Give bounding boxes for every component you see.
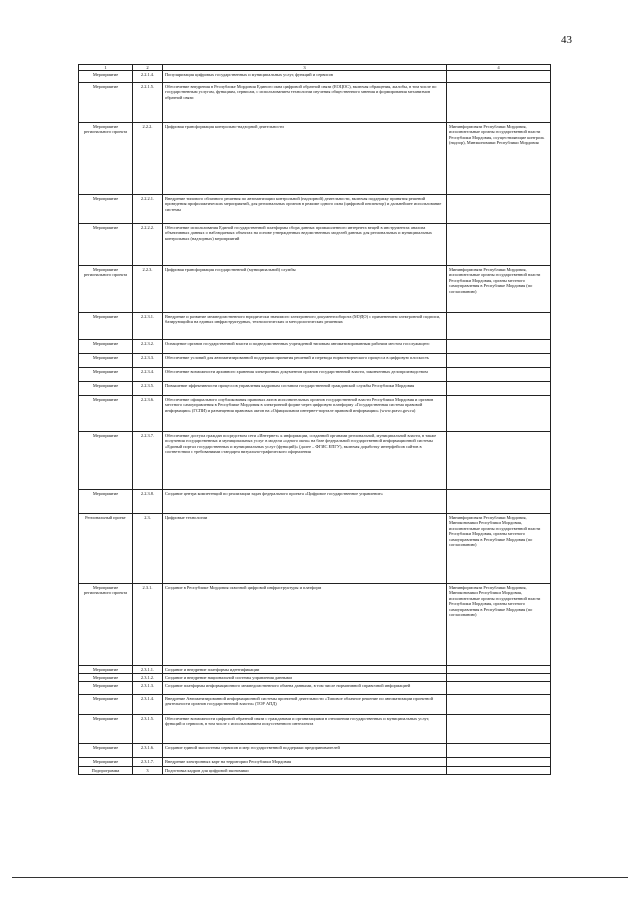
table-row <box>79 767 551 775</box>
table-row <box>79 715 551 744</box>
row-type-cell: Региональный проект <box>79 514 133 584</box>
row-responsible-cell <box>447 224 551 266</box>
row-description-cell: Цифровая трансформация контрольно-надзорной деятельности <box>163 123 447 195</box>
table-row <box>79 514 551 584</box>
row-description-cell: Внедрение типового облачного решения по автоматизации контрольной (надзорной) деятельности, включая поддержку принятия решений проведения профилактических мероприятий, для региональных органов в режиме одного окна (цифровой инспектор) и дальнейшее использование системы <box>163 195 447 224</box>
table-row <box>79 584 551 666</box>
row-responsible-cell <box>447 490 551 514</box>
row-description-cell: Подготовка кадров для цифровой экономики <box>163 767 447 775</box>
row-description-cell: Создание и внедрение платформы идентификации <box>163 666 447 674</box>
row-number-cell: 2.3. <box>133 514 163 584</box>
table-row <box>79 695 551 715</box>
row-responsible-cell <box>447 666 551 674</box>
table-row <box>79 313 551 340</box>
row-responsible-cell <box>447 340 551 354</box>
row-type-cell: Мероприятие <box>79 354 133 368</box>
row-description-cell: Внедрение Автоматизированной информационной системы проектной деятельности «Типовое облачное решение по автоматизации проектной деятельности органов государственной власти» (ТОР АПД) <box>163 695 447 715</box>
row-type-cell: Мероприятие <box>79 340 133 354</box>
row-description-cell: Популяризация цифровых государственных и муниципальных услуг, функций и сервисов <box>163 71 447 83</box>
row-responsible-cell <box>447 674 551 682</box>
row-type-cell: Мероприятие <box>79 695 133 715</box>
row-responsible-cell <box>447 432 551 490</box>
row-description-cell: Создание и внедрение национальной системы управления данными <box>163 674 447 682</box>
table-row <box>79 123 551 195</box>
row-description-cell: Внедрение и развитие межведомственного юридически значимого электронного документооборота (МЭДО) с применением электронной подписи, базирующийся на единых инфраструктурных, технологических и методологических решениях <box>163 313 447 340</box>
row-number-cell: 2.3.1.1. <box>133 666 163 674</box>
row-number-cell: 2.2.3.2. <box>133 340 163 354</box>
row-responsible-cell <box>447 744 551 758</box>
row-responsible-cell <box>447 758 551 767</box>
table-row <box>79 432 551 490</box>
row-description-cell: Внедрение электронных карт на территории Республики Мордовия <box>163 758 447 767</box>
row-responsible-cell <box>447 767 551 775</box>
row-number-cell: 2.2.2.2. <box>133 224 163 266</box>
row-number-cell: 2.3.1.3. <box>133 682 163 695</box>
row-number-cell: 2.2.1.5. <box>133 83 163 123</box>
row-responsible-cell: Мининформсвязи Республики Мордовия, исполнительные органы государственной власти Республики Мордовия, осуществляющие контроль (надзор), Минэкономики Республики Мордовия <box>447 123 551 195</box>
row-number-cell: 2.3.1.2. <box>133 674 163 682</box>
row-responsible-cell <box>447 396 551 432</box>
row-description-cell: Создание платформы информационного межведомственного обмена данными, в том числе нормативной справочной информацией <box>163 682 447 695</box>
row-description-cell: Оснащение органов государственной власти и подведомственных учреждений типовым автоматизированным рабочим местом госслужащего <box>163 340 447 354</box>
row-description-cell: Создание в Республике Мордовия сквозной цифровой инфраструктуры и платформ <box>163 584 447 666</box>
table-row <box>79 382 551 396</box>
bottom-divider <box>12 877 628 878</box>
row-description-cell: Обеспечение доступа граждан посредством сети «Интернет» к информации, созданной органами региональной, муниципальной власти, в также получения государственных и муниципальных услуг в модели «одного окна» на базе федеральной государственной информационной системы «Единый портал государственных и муниципальных услуг (функций)» (далее – ФГИС ЕПГУ), включая доработку интерфейсов сайтов в соответствии с требованиями стандарта визуально-графического оформления <box>163 432 447 490</box>
row-type-cell: Мероприятие <box>79 744 133 758</box>
row-number-cell: 3 <box>133 767 163 775</box>
table-row <box>79 195 551 224</box>
row-description-cell: Обеспечение внедрения в Республике Мордовия Единого окна цифровой обратной связи (ЕОЦОС), включая обращения, жалобы, в том числе по государственным услугам, функциям, сервисам, с использованием технологии изучения общественного мнения и формирования механизмов обратной связи <box>163 83 447 123</box>
row-number-cell: 2.3.1.7. <box>133 758 163 767</box>
table-row <box>79 71 551 83</box>
header-col-4: 4 <box>447 65 551 71</box>
row-description-cell: Обеспечение возможности цифровой обратной связи с гражданами и организациями в отношении государственных и муниципальных услуг, функций и сервисов, в том числе с использованием искусственного интеллекта <box>163 715 447 744</box>
row-number-cell: 2.3.1. <box>133 584 163 666</box>
row-type-cell: Мероприятие <box>79 715 133 744</box>
row-type-cell: Мероприятие <box>79 396 133 432</box>
table-row <box>79 682 551 695</box>
row-type-cell: Мероприятие <box>79 83 133 123</box>
row-number-cell: 2.2.3.7. <box>133 432 163 490</box>
table-row <box>79 396 551 432</box>
row-type-cell: Мероприятие <box>79 368 133 382</box>
row-type-cell: Мероприятие регионального проекта <box>79 123 133 195</box>
row-type-cell: Мероприятие <box>79 382 133 396</box>
row-type-cell: Мероприятие регионального проекта <box>79 266 133 313</box>
row-type-cell: Мероприятие <box>79 674 133 682</box>
row-number-cell: 2.2.2. <box>133 123 163 195</box>
row-responsible-cell <box>447 695 551 715</box>
header-col-2: 2 <box>133 65 163 71</box>
row-responsible-cell <box>447 313 551 340</box>
row-responsible-cell <box>447 382 551 396</box>
row-description-cell: Обеспечение официального опубликования правовых актов исполнительных органов государственной власти Республики Мордовия и органов местного самоуправления в Республике Мордовия в электронной форме через цифровую платформу «Государственная система правовой информации» (ГСПИ) и размещения правовых актов на «Официальном интернет-портале правовой информации» (www.pravo.gov.ru) <box>163 396 447 432</box>
row-number-cell: 2.2.3.3. <box>133 354 163 368</box>
row-type-cell: Мероприятие <box>79 758 133 767</box>
table-row <box>79 354 551 368</box>
row-number-cell: 2.3.1.5. <box>133 715 163 744</box>
row-type-cell: Мероприятие <box>79 195 133 224</box>
page-number: 43 <box>561 34 572 46</box>
row-responsible-cell <box>447 354 551 368</box>
table-row <box>79 224 551 266</box>
row-type-cell: Мероприятие <box>79 313 133 340</box>
header-col-1: 1 <box>79 65 133 71</box>
row-description-cell: Обеспечение возможности архивного хранения электронных документов органов государственной власти, законченных делопроизводством <box>163 368 447 382</box>
row-type-cell: Мероприятие <box>79 490 133 514</box>
row-number-cell: 2.2.3.5. <box>133 382 163 396</box>
row-number-cell: 2.2.2.1. <box>133 195 163 224</box>
table-row <box>79 666 551 674</box>
table-row <box>79 266 551 313</box>
row-number-cell: 2.3.1.4. <box>133 695 163 715</box>
table-row <box>79 758 551 767</box>
row-description-cell: Цифровая трансформация государственной (муниципальной) службы <box>163 266 447 313</box>
row-number-cell: 2.2.1.4. <box>133 71 163 83</box>
row-number-cell: 2.2.3. <box>133 266 163 313</box>
table-row <box>79 490 551 514</box>
row-responsible-cell <box>447 195 551 224</box>
row-description-cell: Создание единой экосистемы сервисов и мер государственной поддержки предпринимателей <box>163 744 447 758</box>
table-row <box>79 83 551 123</box>
row-responsible-cell <box>447 71 551 83</box>
row-number-cell: 2.2.3.4. <box>133 368 163 382</box>
row-responsible-cell <box>447 368 551 382</box>
row-number-cell: 2.2.3.8. <box>133 490 163 514</box>
row-type-cell: Мероприятие <box>79 666 133 674</box>
table-row <box>79 368 551 382</box>
row-type-cell: Мероприятие <box>79 224 133 266</box>
row-responsible-cell: Мининформсвязи Республики Мордовия, Минэкономики Республики Мордовия, исполнительные органы государственной власти Республики Мордовия, органы местного самоуправления в Республике Мордовия (по согласованию) <box>447 584 551 666</box>
program-table-body <box>79 65 551 775</box>
table-row <box>79 744 551 758</box>
row-type-cell: Мероприятие регионального проекта <box>79 584 133 666</box>
row-responsible-cell <box>447 83 551 123</box>
header-col-3: 3 <box>163 65 447 71</box>
row-responsible-cell: Мининформсвязи Республики Мордовия, Минэкономики Республики Мордовия, исполнительные органы государственной власти Республики Мордовия, органы местного самоуправления в Республике Мордовия (по согласованию) <box>447 514 551 584</box>
row-type-cell: Подпрограмма <box>79 767 133 775</box>
row-number-cell: 2.2.3.1. <box>133 313 163 340</box>
row-responsible-cell <box>447 715 551 744</box>
table-row <box>79 340 551 354</box>
row-number-cell: 2.2.3.6. <box>133 396 163 432</box>
table-row <box>79 674 551 682</box>
program-table <box>78 64 551 775</box>
row-description-cell: Создание центра компетенций по реализации задач федерального проекта «Цифровое государственное управление» <box>163 490 447 514</box>
row-description-cell: Цифровые технологии <box>163 514 447 584</box>
row-type-cell: Мероприятие <box>79 71 133 83</box>
row-type-cell: Мероприятие <box>79 432 133 490</box>
row-description-cell: Повышение эффективности процессов управления кадровым составом государственной гражданской службы Республики Мордовия <box>163 382 447 396</box>
row-responsible-cell: Мининформсвязи Республики Мордовия, исполнительные органы государственной власти Республики Мордовия, органы местного самоуправления в Республике Мордовия (по согласованию) <box>447 266 551 313</box>
row-number-cell: 2.3.1.6. <box>133 744 163 758</box>
row-type-cell: Мероприятие <box>79 682 133 695</box>
row-description-cell: Обеспечение использования Единой государственной платформы сбора данных промышленного интернета вещей в инструментах анализа объективных данных о наблюдаемых объектах на основе утвержденных ведомственных моделей данных для региональных и муниципальных контрольных (надзорных) мероприятий <box>163 224 447 266</box>
row-description-cell: Обеспечение условий для автоматизированной поддержки принятия решений и перевода нормотворческого процесса в цифровую плоскость <box>163 354 447 368</box>
row-responsible-cell <box>447 682 551 695</box>
